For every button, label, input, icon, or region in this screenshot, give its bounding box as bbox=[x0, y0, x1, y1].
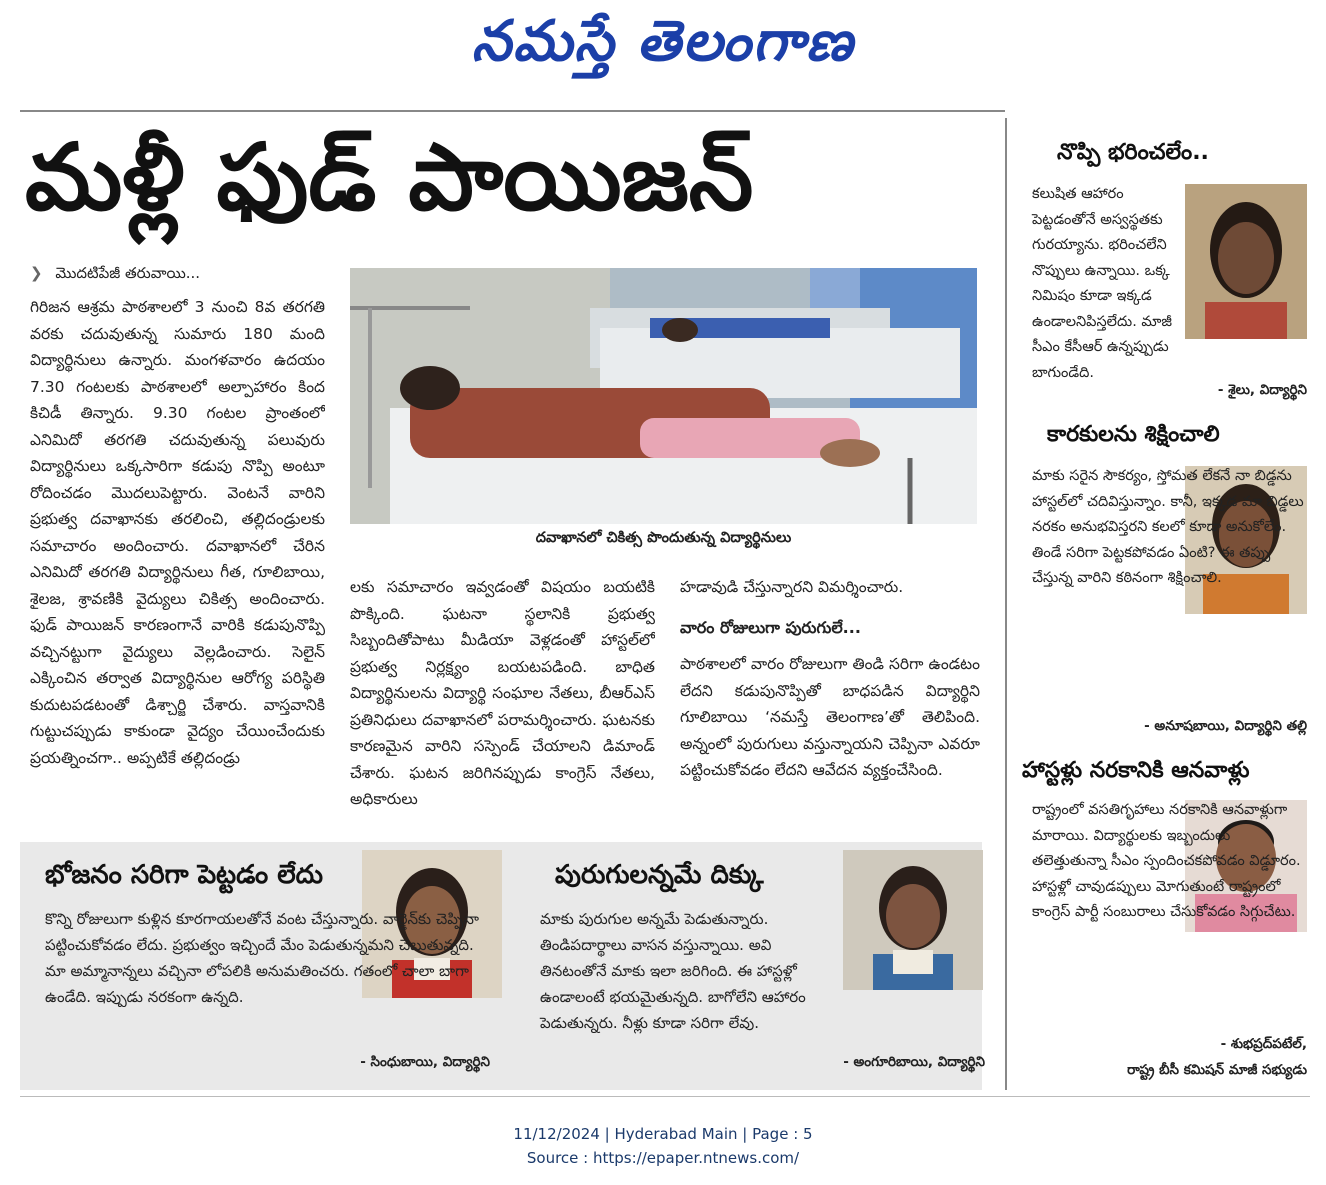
sidebar-title-1: నొప్పి భరించలేం.. bbox=[1057, 140, 1209, 165]
quote-body-2: మాకు పురుగుల అన్నమే పెడుతున్నారు. తిండిపదార్థాలు వాసన వస్తున్నాయి. అవి తినటంతోనే మాకు ఇలా జరిగింది. ఈ హాస్టళ్లో ఉండాలంటే భయమైతున్నది. బాగోలేని ఆహారం పెడుతున్నరు. నీళ్లు కూడా సరిగా లేవు. bbox=[540, 910, 806, 1032]
masthead bbox=[0, 8, 1326, 88]
article-column-3-intro: హడావుడి చేస్తున్నారని విమర్శించారు. bbox=[680, 578, 904, 596]
kicker bbox=[30, 264, 200, 286]
footer-rule bbox=[20, 1096, 1310, 1097]
student-portrait-2 bbox=[843, 850, 983, 990]
article-column-1: గిరిజన ఆశ్రమ పాఠశాలలో 3 నుంచి 8వ తరగతి వరకు చదువుతున్న సుమారు 180 మంది విద్యార్థినులు ఉన్నారు. మంగళవారం ఉదయం 7.30 గంటలకు పాఠశాలలో అల్పాహారం కింద కిచిడీ తిన్నారు. 9.30 గంటల ప్రాంతంలో ఎనిమిదో తరగతి చదువుతున్న పలువురు విద్యార్థినులు ఒక్కసారిగా కడుపు నొప్పి అంటూ రోదించడం మొదలుపెట్టారు. వెంటనే వారిని ప్రభుత్వ దవాఖానకు తరలించి, తల్లిదండ్రులకు సమాచారం అందించారు. దవాఖానలో చేరిన ఎనిమిదో తరగతి విద్యార్థినులు గీత, గూలిబాయి, శైలజ, శ్రావణికి వైద్యులు చికిత్స అందించారు. ఫుడ్ పాయిజన్ కారణంగానే వారికి కడుపునొప్పి వచ్చినట్టుగా వైద్యులు వెల్లడించారు. సెలైన్ ఎక్కించిన తర్వాత విద్యార్థినుల ఆరోగ్య పరిస్థితి కుదుటపడటంతో డిశ్చార్జి చేశారు. వాస్తవానికి గుట్టుచప్పుడు కాకుండా వైద్యం చేయించేందుకు ప్రయత్నించగా.. అప్పటికే తల్లిదండ్రు bbox=[30, 298, 325, 767]
article-column-3 bbox=[680, 574, 980, 824]
hospital-photo bbox=[350, 268, 977, 524]
quote-box-2 bbox=[525, 842, 1002, 1090]
quote-sign-2: - అంగూరిబాయి, విద్యార్థిని bbox=[843, 1054, 985, 1070]
chevron-right-icon: ❯ bbox=[30, 264, 43, 282]
sidebar-portrait-1 bbox=[1185, 184, 1307, 339]
sidebar-quotes bbox=[1005, 118, 1310, 1090]
sidebar-sign-2: - అనూషబాయి, విద్యార్థిని తల్లి bbox=[1144, 718, 1307, 734]
sidebar-body-2: మాకు సరైన సౌకర్యం, స్తోమత లేకనే నా బిడ్డను హాస్టల్‌లో చదివిస్తున్నాం. కానీ, ఇక్కడ మా బిడ్డలు నరకం అనుభవిస్తరని కలలో కూడా అనుకోలేం. తిండే సరిగా పెట్టకపోవడం ఏంటి? ఈ తప్పు చేస్తున్న వారిని కఠినంగా శిక్షించాలి. bbox=[1032, 468, 1304, 586]
footer-source-link[interactable]: Source : https://epaper.ntnews.com/ bbox=[526, 1149, 800, 1167]
hospital-ward-illustration bbox=[350, 268, 977, 524]
quote-title-1: భోజనం సరిగా పెట్టడం లేదు bbox=[45, 860, 324, 890]
footer bbox=[0, 1122, 1326, 1170]
quote-title-2: పురుగులన్నమే దిక్కు bbox=[555, 860, 764, 890]
sidebar-body-1: కలుషిత ఆహారం పెట్టడంతోనే అస్వస్థతకు గురయ్యాను. భరించలేని నొప్పులు ఉన్నాయి. ఒక్క నిమిషం కూడా ఇక్కడ ఉండాలనిపిస్తలేదు. మాజీ సీఎం కేసీఆర్ ఉన్నప్పుడు బాగుండేది. bbox=[1032, 186, 1173, 381]
quote-box-1 bbox=[40, 842, 520, 1090]
sidebar-body-3: రాష్ట్రంలో వసతిగృహాలు నరకానికి ఆనవాళ్లుగా మారాయి. విద్యార్థులకు ఇబ్బందులు తలెత్తుతున్నా సీఎం స్పందించకపోవడం విడ్డూరం. హాస్టళ్లో చావుడప్పులు మోగుతుంటే రాష్ట్రంలో కాంగ్రెస్ పార్టీ సంబురాలు చేసుకోవడం సిగ్గుచేటు. bbox=[1032, 802, 1301, 920]
article-column-3-body: పాఠశాలలో వారం రోజులుగా తిండి సరిగా ఉండటం లేదని కడుపునొప్పితో బాధపడిన విద్యార్థిని గూలిబాయి ‘నమస్తే తెలంగాణ’తో తెలిపింది. అన్నంలో పురుగులు వస్తున్నాయని చెప్పినా ఎవరూ పట్టించుకోవడం లేదని ఆవేదన వ్యక్తంచేసింది. bbox=[680, 655, 980, 779]
sidebar-sign-1: - శైలు, విద్యార్థిని bbox=[1217, 382, 1307, 398]
photo-caption: దవాఖానలో చికిత్స పొందుతున్న విద్యార్థినులు bbox=[535, 530, 792, 546]
article-column-2: లకు సమాచారం ఇవ్వడంతో విషయం బయటికి పొక్కింది. ఘటనా స్థలానికి ప్రభుత్వ సిబ్బందితోపాటు మీడియా వెళ్లడంతో హాస్టల్‌లో ప్రభుత్వ నిర్లక్ష్యం బయటపడింది. బాధిత విద్యార్థినులను విద్యార్థి సంఘాల నేతలు, బీఆర్‌ఎస్ ప్రతినిధులు దవాఖానలో పరామర్శించారు. ఘటనకు కారణమైన వారిని సస్పెండ్ చేయాలని డిమాండ్ చేశారు. ఘటన జరిగినప్పుడు కాంగ్రెస్ నేతలు, అధికారులు bbox=[350, 578, 655, 808]
quote-body-1: కొన్ని రోజులుగా కుళ్లిన కూరగాయలతోనే వంట చేస్తున్నారు. వార్డెన్‌కు చెప్పినా పట్టించుకోవడం లేదు. ప్రభుత్వం ఇచ్చిందే మేం పెడుతున్నమని చెబుతున్నది. మా అమ్మానాన్నలు వచ్చినా లోపలికి అనుమతించరు. గతంలో చాలా బాగా ఉండేది. ఇప్పుడు నరకంగా ఉన్నది. bbox=[45, 910, 479, 1006]
sidebar-title-3: హాస్టళ్లు నరకానికి ఆనవాళ్లు bbox=[1022, 758, 1250, 783]
page-headline: మళ్లీ ఫుడ్ పాయిజన్ bbox=[25, 124, 754, 231]
sidebar-title-2: కారకులను శిక్షించాలి bbox=[1047, 422, 1220, 447]
top-rule bbox=[20, 110, 1005, 112]
newspaper-logo: నమస్తే తెలంగాణ bbox=[471, 8, 855, 74]
sidebar-sign-3-role: రాష్ట్ర బీసీ కమిషన్ మాజీ సభ్యుడు bbox=[1127, 1062, 1307, 1078]
quote-sign-1: - సింధుబాయి, విద్యార్థిని bbox=[360, 1054, 490, 1070]
quotes-box bbox=[20, 842, 985, 1090]
article-subheading: వారం రోజులుగా పురుగులే... bbox=[680, 617, 861, 637]
kicker-text: మొదటిపేజీ తరువాయి... bbox=[55, 264, 201, 282]
footer-date-edition: 11/12/2024 | Hyderabad Main | Page : 5 bbox=[513, 1125, 813, 1143]
sidebar-sign-3: - శుభప్రద్‌పటేల్, bbox=[1220, 1036, 1307, 1052]
